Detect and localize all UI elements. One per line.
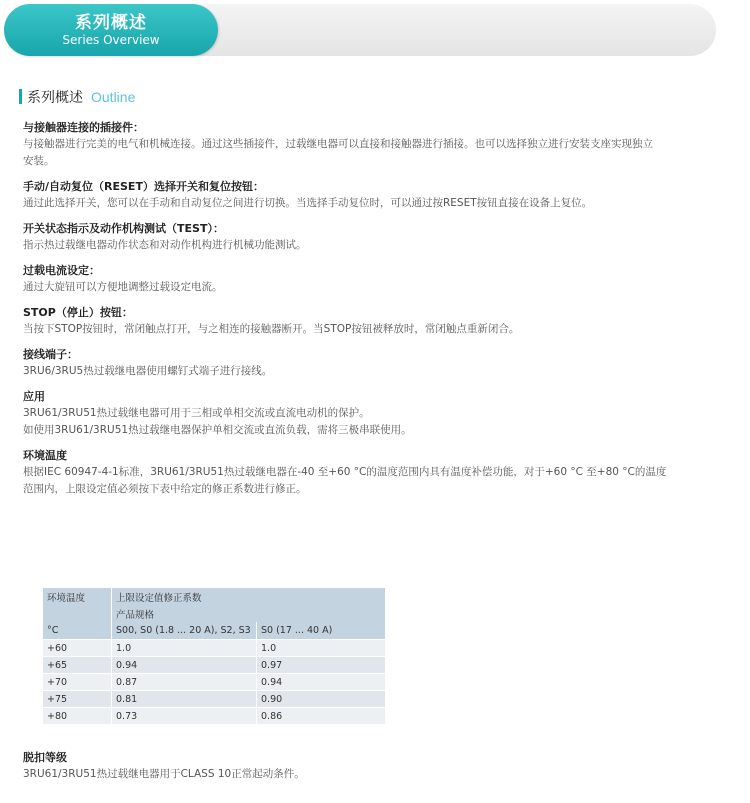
section-title-en: Outline <box>91 88 136 105</box>
section-title: 系列概述 <box>27 89 83 106</box>
table-header-col2: S00, S0 (1.8 ... 20 A), S2, S3 <box>112 622 257 640</box>
block-heading: 过载电流设定： <box>23 264 100 277</box>
table-header-unit: °C <box>43 622 112 640</box>
correction-table <box>43 588 385 724</box>
table-header-col3: S0 (17 ... 40 A) <box>257 622 386 640</box>
outline-content <box>23 119 713 506</box>
cell-factor-b: 0.94 <box>257 674 386 691</box>
table-header-product: 产品规格 <box>112 605 386 622</box>
block-line: 当按下STOP按钮时，常闭触点打开，与之相连的接触器断开。当STOP按钮被释放时，常闭触点重新闭合。 <box>23 323 520 335</box>
block-line: 3RU61/3RU51热过载继电器用于CLASS 10正常起动条件。 <box>23 768 305 780</box>
banner-title: 系列概述 <box>75 13 147 33</box>
cell-temp: +65 <box>43 657 112 674</box>
text-block <box>23 178 713 212</box>
text-block <box>23 388 713 439</box>
cell-temp: +80 <box>43 708 112 725</box>
cell-factor-a: 0.73 <box>112 708 257 725</box>
block-line: 3RU6/3RU5热过载继电器使用螺钉式端子进行接线。 <box>23 365 273 377</box>
block-heading: 接线端子： <box>23 348 78 361</box>
cell-factor-a: 0.94 <box>112 657 257 674</box>
block-line: 安装。 <box>23 155 55 167</box>
text-block <box>23 220 713 254</box>
cell-factor-b: 0.97 <box>257 657 386 674</box>
block-line: 如使用3RU61/3RU51热过载继电器保护单相交流或直流负载，需将三极串联使用。 <box>23 424 412 436</box>
cell-temp: +70 <box>43 674 112 691</box>
table-row <box>43 640 385 657</box>
block-heading: STOP（停止）按钮： <box>23 306 133 319</box>
series-banner <box>4 4 716 56</box>
block-heading: 手动/自动复位（RESET）选择开关和复位按钮： <box>23 180 264 193</box>
table-body <box>43 640 385 725</box>
cell-factor-b: 1.0 <box>257 640 386 657</box>
block-line: 通过此选择开关，您可以在手动和自动复位之间进行切换。当选择手动复位时，可以通过按RESET按钮直接在设备上复位。 <box>23 197 593 209</box>
block-line: 3RU61/3RU51热过载继电器可用于三相或单相交流或直流电动机的保护。 <box>23 407 370 419</box>
block-line: 与接触器进行完美的电气和机械连接。通过这些插接件，过载继电器可以直接和接触器进行插接。也可以选择独立进行安装支座实现独立 <box>23 138 653 150</box>
block-line: 通过大旋钮可以方便地调整过载设定电流。 <box>23 281 223 293</box>
block-heading: 开关状态指示及动作机构测试（TEST）： <box>23 222 224 235</box>
block-line: 范围内，上限设定值必须按下表中给定的修正系数进行修正。 <box>23 483 307 495</box>
trip-class-block <box>23 749 713 783</box>
table-header-correction: 上限设定值修正系数 <box>112 588 386 605</box>
block-line: 根据IEC 60947-4-1标准，3RU61/3RU51热过载继电器在-40 至+60 °C的温度范围内具有温度补偿功能，对于+60 °C 至+80 °C的温度 <box>23 466 667 478</box>
block-heading: 与接触器连接的插接件： <box>23 121 144 134</box>
table-header-ambient-temp: 环境温度 <box>43 588 112 605</box>
table-row <box>43 691 385 708</box>
banner-subtitle: Series Overview <box>62 33 160 47</box>
text-block <box>23 346 713 380</box>
text-block <box>23 304 713 338</box>
table-row <box>43 674 385 691</box>
text-block <box>23 262 713 296</box>
text-block <box>23 447 713 498</box>
cell-temp: +60 <box>43 640 112 657</box>
cell-factor-a: 1.0 <box>112 640 257 657</box>
section-marker <box>19 89 22 104</box>
cell-temp: +75 <box>43 691 112 708</box>
cell-factor-a: 0.81 <box>112 691 257 708</box>
table-row <box>43 708 385 725</box>
cell-factor-a: 0.87 <box>112 674 257 691</box>
cell-factor-b: 0.90 <box>257 691 386 708</box>
section-heading <box>19 88 135 105</box>
block-heading: 应用 <box>23 390 45 403</box>
block-heading: 脱扣等级 <box>23 751 67 764</box>
banner-title-pill <box>4 4 218 56</box>
block-line: 指示热过载继电器动作状态和对动作机构进行机械功能测试。 <box>23 239 307 251</box>
cell-factor-b: 0.86 <box>257 708 386 725</box>
text-block <box>23 119 713 170</box>
table-row <box>43 657 385 674</box>
block-heading: 环境温度 <box>23 449 67 462</box>
